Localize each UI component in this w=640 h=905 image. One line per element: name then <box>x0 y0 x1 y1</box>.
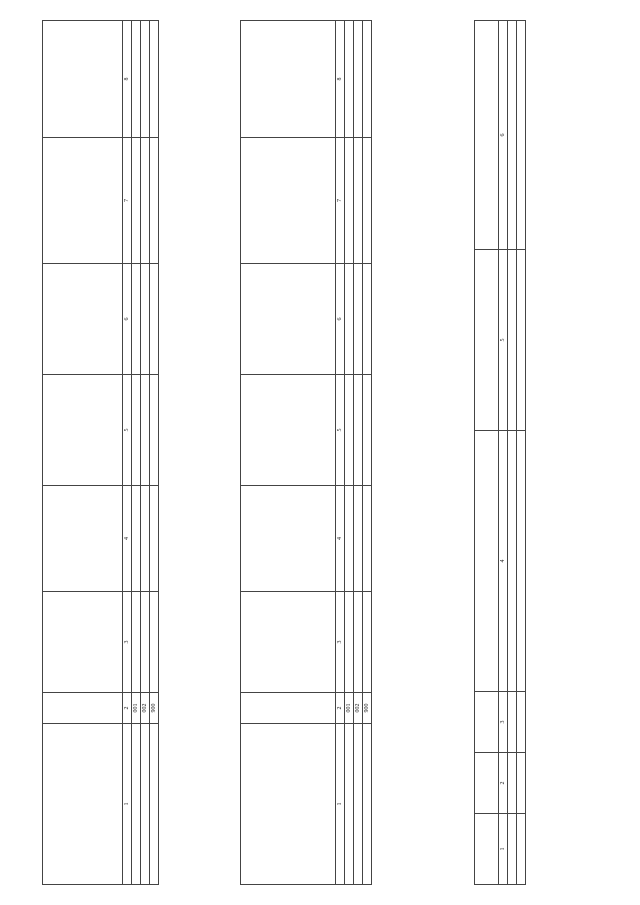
col-number: 4 <box>499 431 508 692</box>
header-cell <box>241 592 336 693</box>
section-3-table <box>474 20 526 885</box>
header-cell <box>475 814 499 885</box>
header-cell <box>241 693 336 724</box>
header-cell <box>43 724 123 885</box>
header-cell <box>241 138 336 264</box>
column-numbers-row <box>499 21 508 885</box>
header-cell <box>43 592 123 693</box>
header-row <box>43 21 123 885</box>
table-row <box>141 21 150 885</box>
col-number: 7 <box>336 138 345 264</box>
col-number: 8 <box>123 21 132 138</box>
header-cell <box>43 375 123 486</box>
header-cell <box>475 250 499 431</box>
col-number: 3 <box>336 592 345 693</box>
row-code: 001 <box>345 693 354 724</box>
table-row <box>517 21 526 885</box>
header-cell <box>241 724 336 885</box>
col-number: 3 <box>499 692 508 753</box>
header-cell <box>241 486 336 592</box>
col-number: 7 <box>123 138 132 264</box>
header-cell <box>43 264 123 375</box>
row-code: 002 <box>141 693 150 724</box>
table-row <box>508 21 517 885</box>
total-code: 900 <box>150 693 159 724</box>
header-cell <box>241 264 336 375</box>
col-number: 6 <box>123 264 132 375</box>
column-numbers-row <box>336 21 345 885</box>
col-number: 1 <box>499 814 508 885</box>
col-number: 5 <box>336 375 345 486</box>
table-row <box>354 21 363 885</box>
col-number: 6 <box>336 264 345 375</box>
col-number: 2 <box>336 693 345 724</box>
header-cell <box>475 753 499 814</box>
col-number: 4 <box>336 486 345 592</box>
section-2-table <box>240 20 372 885</box>
header-cell <box>241 21 336 138</box>
col-number: 2 <box>123 693 132 724</box>
col-number: 1 <box>336 724 345 885</box>
section-1-table <box>42 20 159 885</box>
total-row <box>363 21 372 885</box>
header-cell <box>43 693 123 724</box>
header-cell <box>43 138 123 264</box>
header-cell <box>43 21 123 138</box>
total-label <box>363 724 372 885</box>
col-number: 4 <box>123 486 132 592</box>
header-row <box>475 21 499 885</box>
col-number: 2 <box>499 753 508 814</box>
header-row <box>241 21 336 885</box>
table-row <box>132 21 141 885</box>
total-code: 900 <box>363 693 372 724</box>
header-cell <box>43 486 123 592</box>
header-cell <box>475 692 499 753</box>
col-number: 5 <box>123 375 132 486</box>
column-numbers-row <box>123 21 132 885</box>
total-row <box>150 21 159 885</box>
header-cell <box>241 375 336 486</box>
row-code: 001 <box>132 693 141 724</box>
col-number: 5 <box>499 250 508 431</box>
col-number: 1 <box>123 724 132 885</box>
total-label <box>150 724 159 885</box>
col-number: 3 <box>123 592 132 693</box>
header-cell <box>475 21 499 250</box>
col-number: 6 <box>499 21 508 250</box>
header-cell <box>475 431 499 692</box>
row-code: 002 <box>354 693 363 724</box>
table-row <box>345 21 354 885</box>
col-number: 8 <box>336 21 345 138</box>
